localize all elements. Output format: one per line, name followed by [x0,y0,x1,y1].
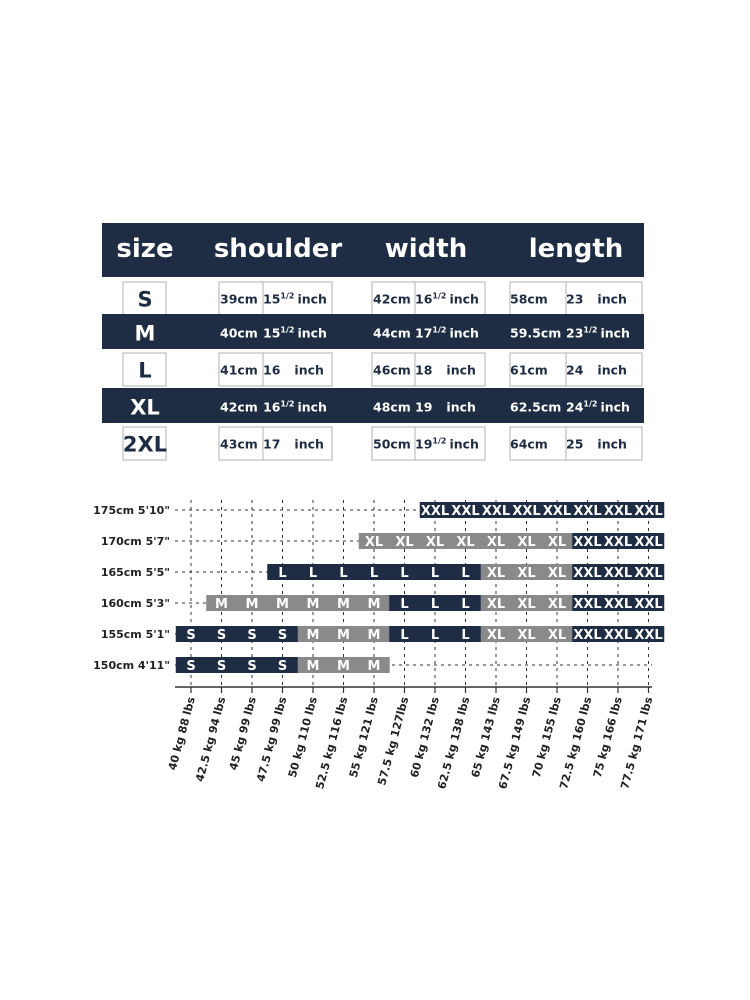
header-size: size [116,234,174,264]
shoulder-inch-fraction: 1/2 [280,399,295,409]
size-cell-label: L [430,628,440,643]
size-cell-label: M [367,628,381,643]
x-tick-label: 52.5 kg 116 lbs [313,695,351,791]
shoulder-inch-unit: inch [297,291,327,307]
size-label: L [138,358,152,383]
size-cell-label: XXL [603,566,633,581]
size-cell-label: L [308,566,318,581]
size-cell-label: XXL [573,504,602,519]
size-cell-label: XL [547,566,567,581]
size-cell-label: XL [425,535,445,550]
chart-row [206,595,664,612]
y-tick-label: 175cm 5'10" [93,504,170,517]
size-cell-label: XXL [542,504,572,519]
shoulder-inch-fraction: 1/2 [280,291,295,301]
width-inch-fraction: 1/2 [432,291,447,301]
y-tick-label: 150cm 4'11" [93,659,170,672]
width-inch-unit: inch [449,291,479,307]
size-cell-label: L [400,597,409,612]
size-cell-label: M [306,659,320,674]
shoulder-inch-value: 17 [263,436,281,452]
length-inch-unit: inch [597,362,627,378]
size-cell-label: XXL [634,535,663,550]
chart-row [176,626,665,643]
length-cm: 64cm [510,436,548,452]
shoulder-cm: 40cm [220,325,258,341]
size-cell-label: S [247,628,257,643]
size-cell-label: XXL [634,566,663,581]
size-cell-label: XXL [573,628,602,643]
width-inch-value: 19 [415,399,433,415]
shoulder-cm: 42cm [220,399,258,415]
shoulder-inch-value: 15 [263,291,281,307]
size-cell-label: XXL [512,504,541,519]
x-tick-label: 55 kg 121 lbs [346,695,381,780]
size-cell-label: L [400,566,409,581]
size-cell-label: S [216,659,227,674]
length-inch-fraction: 1/2 [583,325,598,335]
length-inch-fraction: 1/2 [583,399,598,409]
length-cm: 58cm [510,291,548,307]
length-cm: 62.5cm [510,399,562,415]
size-cell-label: XXL [634,504,663,519]
size-cells [176,502,665,674]
size-label: 2XL [122,432,168,457]
width-inch-fraction: 1/2 [432,325,447,335]
size-cell-label: L [400,628,409,643]
size-cell-label: XL [517,566,536,581]
chart-row [267,564,664,581]
size-cell-label: L [461,597,470,612]
x-axis-labels [166,695,656,791]
width-cm: 50cm [373,436,411,452]
shoulder-inch-value: 16 [263,399,281,415]
x-tick-label: 75 kg 166 lbs [590,695,625,780]
size-cell-label: XXL [573,535,602,550]
size-cell-label: M [367,597,381,612]
y-tick-label: 155cm 5'1" [100,628,170,641]
size-cell-label: XL [547,535,567,550]
x-tick-label: 47.5 kg 99 lbs [254,695,290,784]
shoulder-inch-value: 15 [263,325,281,341]
x-tick-label: 40 kg 88 lbs [165,695,198,772]
size-cell-label: XXL [603,535,633,550]
size-cell-label: XXL [573,597,602,612]
x-tick-label: 42.5 kg 94 lbs [193,695,229,784]
length-inch-unit: inch [600,325,630,341]
width-inch-unit: inch [446,399,476,415]
chart-row [359,533,665,550]
width-inch-value: 17 [415,325,433,341]
size-cell-label: M [367,659,381,674]
size-label: M [134,321,156,346]
shoulder-inch-unit: inch [294,362,324,378]
chart-row [420,502,665,519]
size-cell-label: XL [486,535,506,550]
size-cell-label: S [216,628,227,643]
size-cell-label: L [339,566,348,581]
shoulder-cm: 39cm [220,291,258,307]
length-cm: 61cm [510,362,548,378]
length-inch-value: 24 [566,399,584,415]
size-cell-label: XL [517,535,536,550]
width-inch-unit: inch [449,436,479,452]
shoulder-inch-unit: inch [294,436,324,452]
size-cell-label: XL [547,597,567,612]
x-tick-label: 70 kg 155 lbs [529,695,564,780]
size-cell-label: M [215,597,228,612]
size-cell-label: XL [486,628,506,643]
size-cell-label: XXL [634,597,663,612]
x-tick-label: 50 kg 110 lbs [285,695,320,780]
chart-row [176,657,390,674]
length-inch-value: 23 [566,325,584,341]
width-inch-fraction: 1/2 [432,436,447,446]
size-cell-label: L [430,597,440,612]
size-cell-label: M [337,659,350,674]
length-inch-unit: inch [600,399,630,415]
header-width: width [384,234,468,264]
x-tick-label: 72.5 kg 160 lbs [557,695,595,791]
size-cell-label: M [337,597,350,612]
x-tick-label: 60 kg 132 lbs [407,695,442,780]
width-inch-value: 16 [415,291,433,307]
size-cell-label: XXL [573,566,602,581]
shoulder-inch-value: 16 [263,362,281,378]
size-cell-label: XL [486,566,506,581]
size-cell-label: XL [547,628,567,643]
size-cell-label: L [430,566,440,581]
length-inch-value: 25 [566,436,584,452]
size-cell-label: XXL [603,504,633,519]
size-label: XL [130,395,160,420]
size-cell-label: XXL [603,628,633,643]
x-tick-label: 77.5 kg 171 lbs [618,695,656,791]
header-shoulder: shoulder [213,234,343,264]
size-cell-label: S [247,659,257,674]
length-inch-value: 24 [566,362,584,378]
size-label: S [137,287,153,312]
width-cm: 48cm [373,399,411,415]
size-cell-label: L [369,566,379,581]
x-tick-label: 45 kg 99 lbs [226,695,259,772]
header-length: length [528,234,624,264]
y-tick-label: 165cm 5'5" [100,566,170,579]
size-cell-label: XL [395,535,414,550]
width-cm: 44cm [373,325,411,341]
shoulder-cm: 41cm [220,362,258,378]
x-tick-label: 65 kg 143 lbs [468,695,503,780]
size-cell-label: L [278,566,287,581]
size-cell-label: XL [486,597,506,612]
width-inch-value: 19 [415,436,433,452]
size-cell-label: XXL [451,504,480,519]
y-tick-label: 170cm 5'7" [100,535,170,548]
size-cell-label: S [277,628,288,643]
y-axis-labels [93,504,170,672]
size-cell-label: XXL [481,504,511,519]
length-inch-unit: inch [597,291,627,307]
width-cm: 46cm [373,362,411,378]
size-cell-label: L [461,628,470,643]
width-inch-value: 18 [415,362,433,378]
shoulder-inch-unit: inch [297,399,327,415]
size-cell-label: M [276,597,289,612]
size-cell-label: XL [517,628,536,643]
length-cm: 59.5cm [510,325,562,341]
size-cell-label: S [277,659,288,674]
size-cell-label: M [306,597,320,612]
x-tick-label: 62.5 kg 138 lbs [435,695,473,791]
size-cell-label: XXL [603,597,633,612]
size-cell-label: XL [456,535,475,550]
width-inch-unit: inch [446,362,476,378]
size-cell-label: S [186,659,196,674]
size-cell-label: S [186,628,196,643]
width-inch-unit: inch [449,325,479,341]
size-cell-label: XXL [420,504,450,519]
size-cell-label: XL [517,597,536,612]
size-cell-label: XL [364,535,384,550]
shoulder-inch-unit: inch [297,325,327,341]
shoulder-inch-fraction: 1/2 [280,325,295,335]
size-cell-label: XXL [634,628,663,643]
length-inch-value: 23 [566,291,584,307]
x-tick-label: 67.5 kg 149 lbs [496,695,534,791]
length-inch-unit: inch [597,436,627,452]
size-cell-label: M [245,597,259,612]
size-cell-label: L [461,566,470,581]
width-cm: 42cm [373,291,411,307]
x-tick-label: 57.5 kg 127lbs [375,695,412,787]
shoulder-cm: 43cm [220,436,258,452]
y-tick-label: 160cm 5'3" [100,597,170,610]
size-cell-label: M [337,628,350,643]
size-cell-label: M [306,628,320,643]
